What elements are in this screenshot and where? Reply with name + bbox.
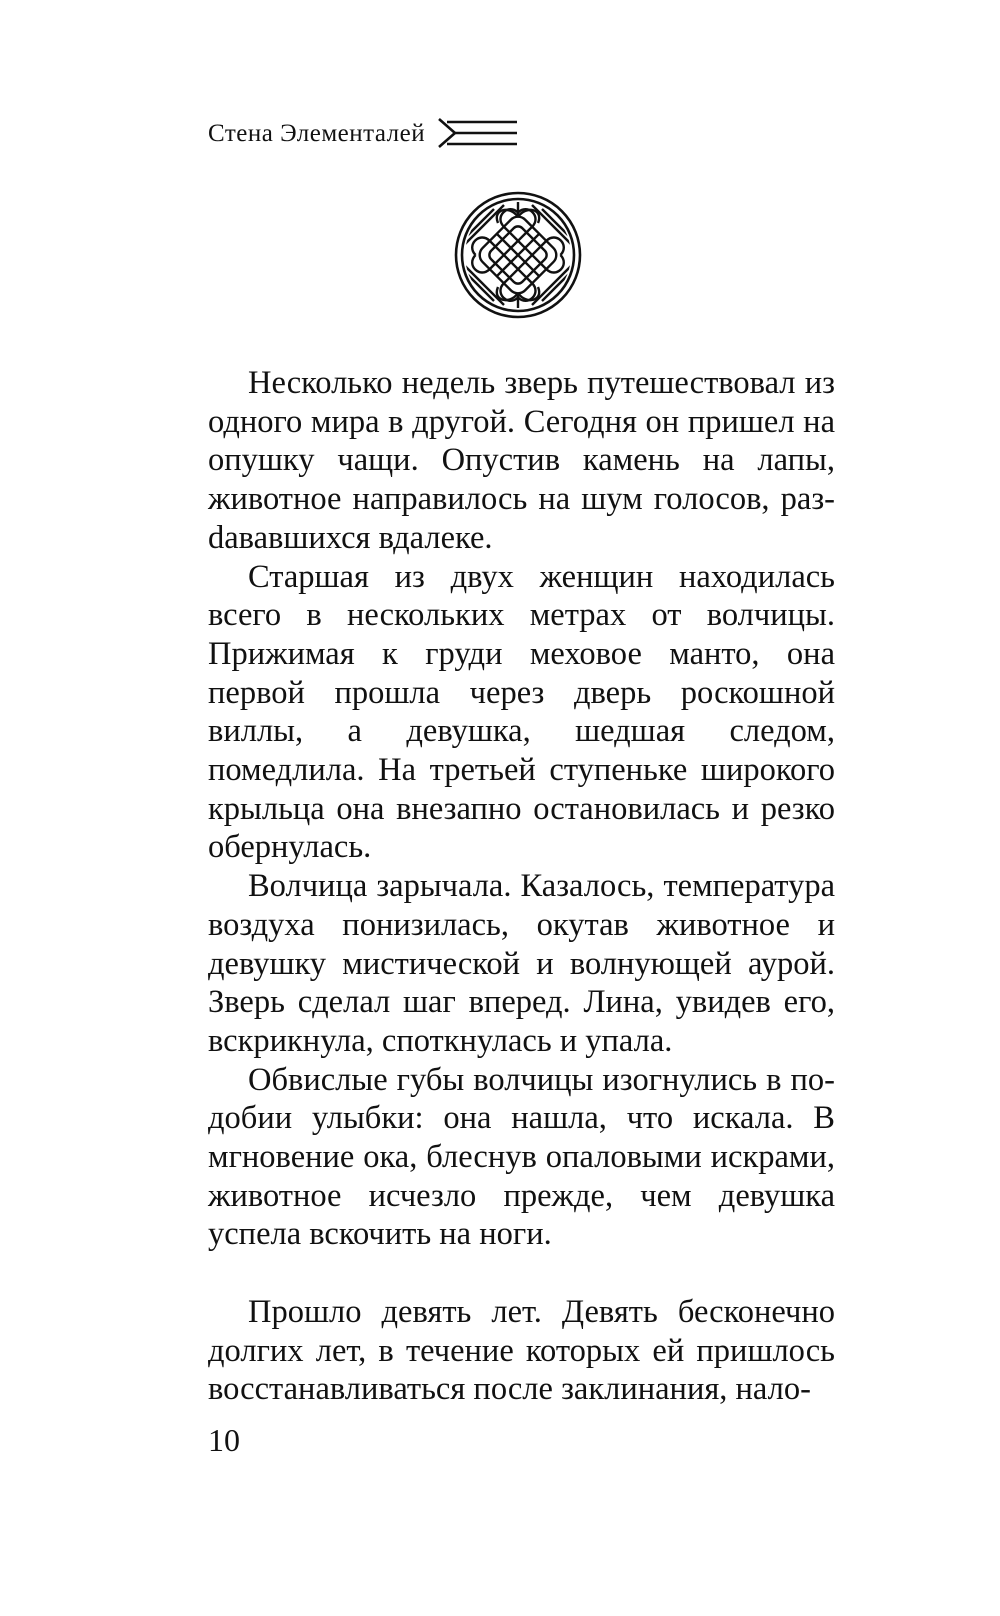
paragraph: Прошло девять лет. Девять бесконечно долгих лет, в течение которых ей пришлось восстанавливаться после заклинания, нало-	[208, 1293, 835, 1408]
triple-line-arrow-icon	[437, 116, 521, 150]
running-head	[208, 116, 521, 150]
paragraph: Старшая из двух женщин находилась всего в нескольких метрах от волчицы. Прижимая к груди меховое манто, она первой прошла через дверь роскошной виллы, а девушка, шедшая следом, помедлила. На третьей ступеньке широкого крыльца она внезапно остановилась и резко обернулась.	[208, 558, 835, 866]
knot-ornament-icon	[453, 190, 583, 320]
running-head-title: Стена Элементалей	[208, 119, 426, 147]
paragraph: Волчица зарычала. Казалось, температура воздуха понизилась, окутав животное и девушку мистической и волнующей аурой. Зверь сделал шаг вперед. Лина, увидев его, вскрикнула, споткнулась и упала.	[208, 868, 835, 1059]
body-text	[208, 364, 835, 1409]
page-number: 10	[208, 1422, 240, 1458]
paragraph: Обвислые губы волчицы изогнулись в подобии улыбки: она нашла, что искала. В мгновение ока, блеснув опаловыми искрами, животное исчезло прежде, чем девушка успела вскочить на ноги.	[208, 1061, 835, 1253]
paragraph: Несколько недель зверь путешествовал из одного мира в другой. Сегодня он пришел на опушку чащи. Опустив камень на лапы, животное направилось на шум голосов, разdававшихся вдалеке.	[208, 365, 835, 556]
circular-knot-ornament	[453, 190, 583, 325]
